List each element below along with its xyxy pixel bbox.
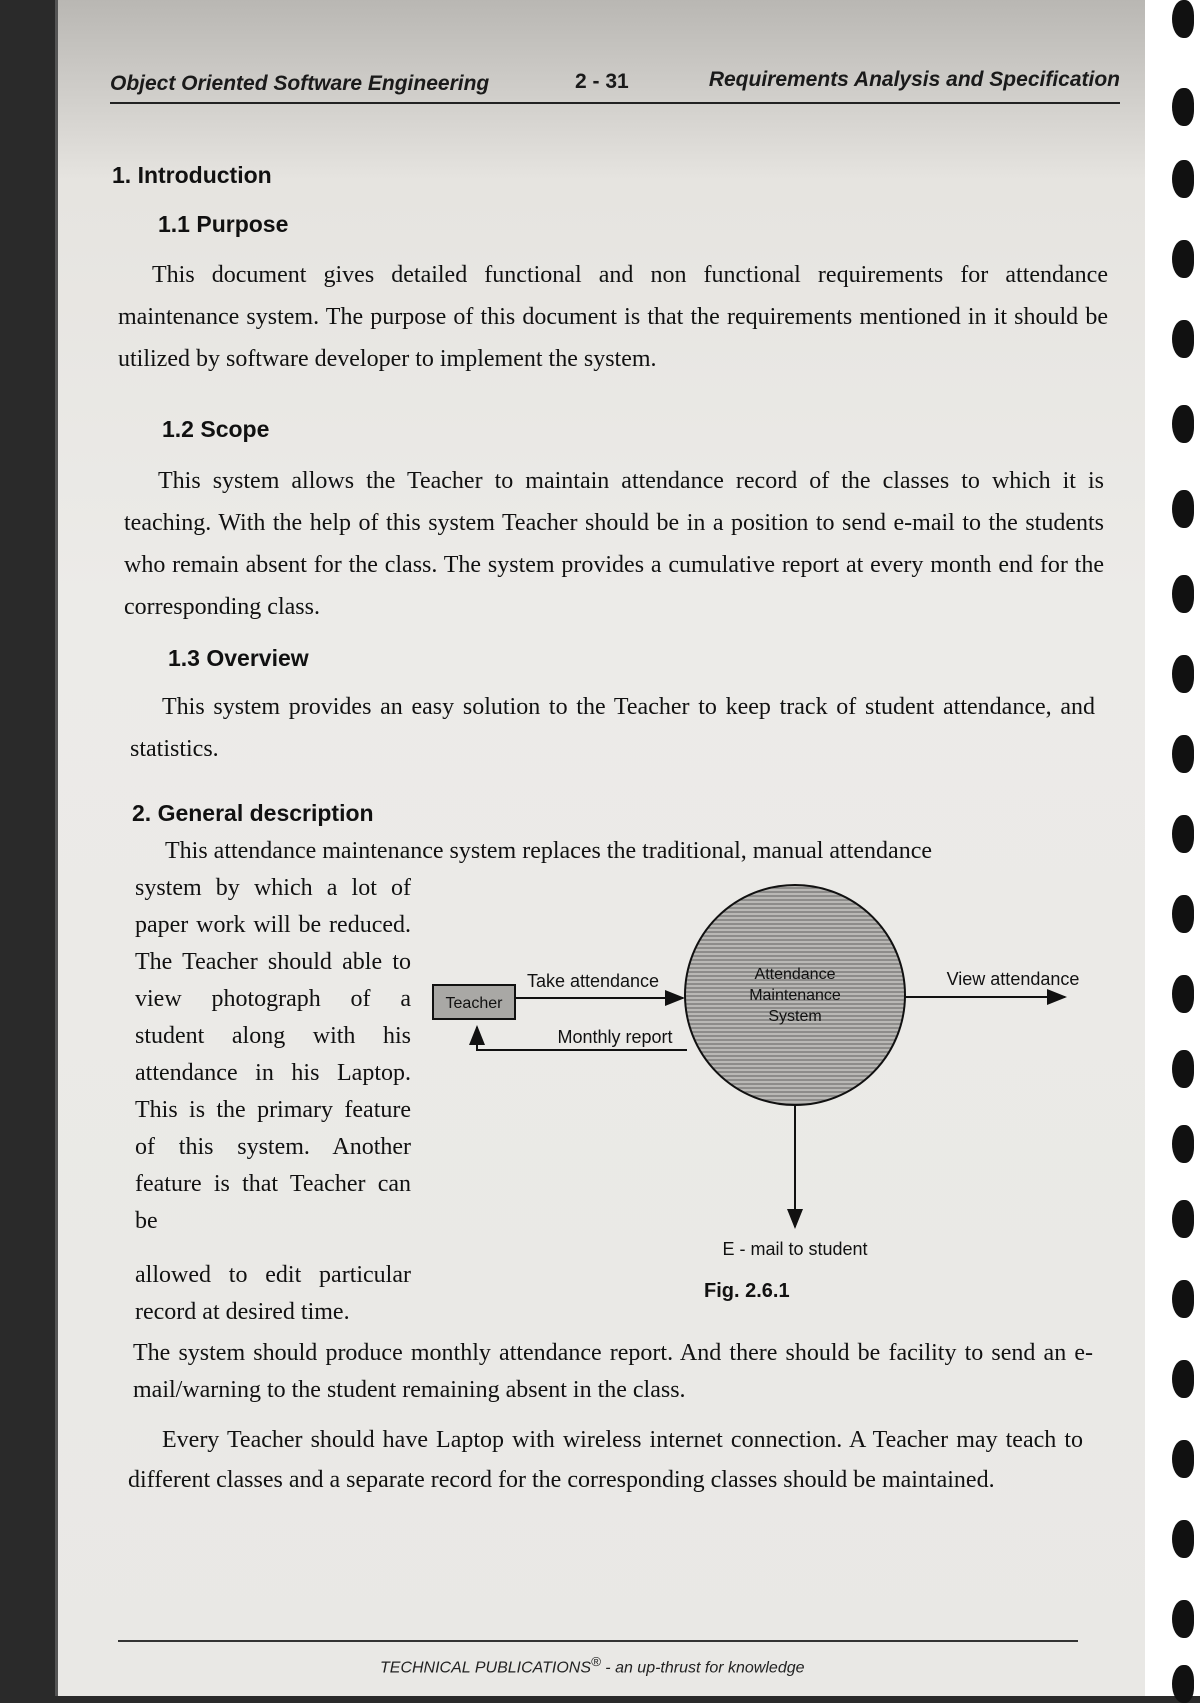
overview-paragraph: This system provides an easy solution to the Teacher to keep track of student attendance, and statistics. — [130, 694, 1095, 762]
binding-ring — [1172, 735, 1194, 773]
system-label-line3: System — [768, 1008, 822, 1025]
monthly-report-label: Monthly report — [557, 1027, 673, 1047]
running-header — [110, 58, 1120, 104]
binding-ring — [1172, 1125, 1194, 1163]
binding-ring — [1172, 895, 1194, 933]
take-attendance-label: Take attendance — [526, 971, 660, 991]
binding-ring — [1172, 490, 1194, 528]
binding-ring — [1172, 1440, 1194, 1478]
binding-ring — [1172, 1200, 1194, 1238]
footer-rule — [118, 1640, 1078, 1642]
registered-mark: ® — [591, 1654, 601, 1669]
scope-heading: 1.2 Scope — [162, 416, 270, 442]
teacher-entity-label: Teacher — [445, 995, 503, 1012]
system-label-line2: Maintenance — [749, 987, 841, 1004]
binding-ring — [1172, 1280, 1194, 1318]
binding-ring — [1172, 815, 1194, 853]
binding-ring — [1172, 1665, 1194, 1703]
binding-ring — [1172, 1360, 1194, 1398]
publisher-name: TECHNICAL PUBLICATIONS — [380, 1659, 592, 1677]
figure-caption: Fig. 2.6.1 — [704, 1280, 790, 1302]
chapter-title: Requirements Analysis and Specification — [708, 68, 1120, 91]
binding-ring — [1172, 0, 1194, 38]
binding-ring — [1172, 655, 1194, 693]
binding-ring — [1172, 1520, 1194, 1558]
view-attendance-label: View attendance — [946, 969, 1080, 989]
overview-heading: 1.3 Overview — [168, 645, 309, 671]
general-description-heading: 2. General description — [132, 800, 374, 826]
general-description-intro: This attendance maintenance system replaces the traditional, manual attendance — [165, 838, 933, 864]
spiral-binding — [1145, 0, 1200, 1696]
system-label-line1: Attendance — [754, 966, 836, 983]
context-diagram — [425, 855, 1105, 1315]
binding-ring — [1172, 975, 1194, 1013]
scope-paragraph: This system allows the Teacher to maintain attendance record of the classes to which it is teaching. With the help of this system Teacher should be in a position to send e-mail to the students who remain absent for the class. The system provides a cumulative report at every month end for the corresponding class. — [124, 468, 1104, 620]
binding-ring — [1172, 320, 1194, 358]
binding-ring — [1172, 405, 1194, 443]
laptop-paragraph: Every Teacher should have Laptop with wireless internet connection. A Teacher may teach to different classes and a separate record for the corresponding classes should be maintained. — [128, 1427, 1083, 1493]
binding-ring — [1172, 240, 1194, 278]
general-description-side-text: system by which a lot of paper work will be reduced. The Teacher should able to view photograph of a student along with his attendance in his Laptop. This is the primary feature of this system. Another feature is that Teacher can be — [135, 875, 411, 1234]
intro-heading: 1. Introduction — [112, 162, 272, 188]
binding-ring — [1172, 88, 1194, 126]
publisher-tagline: - an up-thrust for knowledge — [600, 1659, 805, 1677]
page-number: 2 - 31 — [575, 70, 629, 93]
purpose-paragraph: This document gives detailed functional and non functional requirements for attendance maintenance system. The purpose of this document is that the requirements mentioned in it should be utilized by software developer to implement the system. — [118, 262, 1108, 372]
general-description-side-text-2: allowed to edit particular record at desired time. — [135, 1262, 411, 1325]
page-footer — [380, 1654, 805, 1677]
book-title: Object Oriented Software Engineering — [110, 72, 490, 95]
binding-ring — [1172, 1600, 1194, 1638]
binding-ring — [1172, 1050, 1194, 1088]
purpose-heading: 1.1 Purpose — [158, 211, 289, 237]
binding-ring — [1172, 160, 1194, 198]
email-label: E - mail to student — [722, 1239, 868, 1259]
binding-ring — [1172, 575, 1194, 613]
general-description-continued: The system should produce monthly attendance report. And there should be facility to send an e-mail/warning to the student remaining absent in the class. — [133, 1340, 1093, 1403]
